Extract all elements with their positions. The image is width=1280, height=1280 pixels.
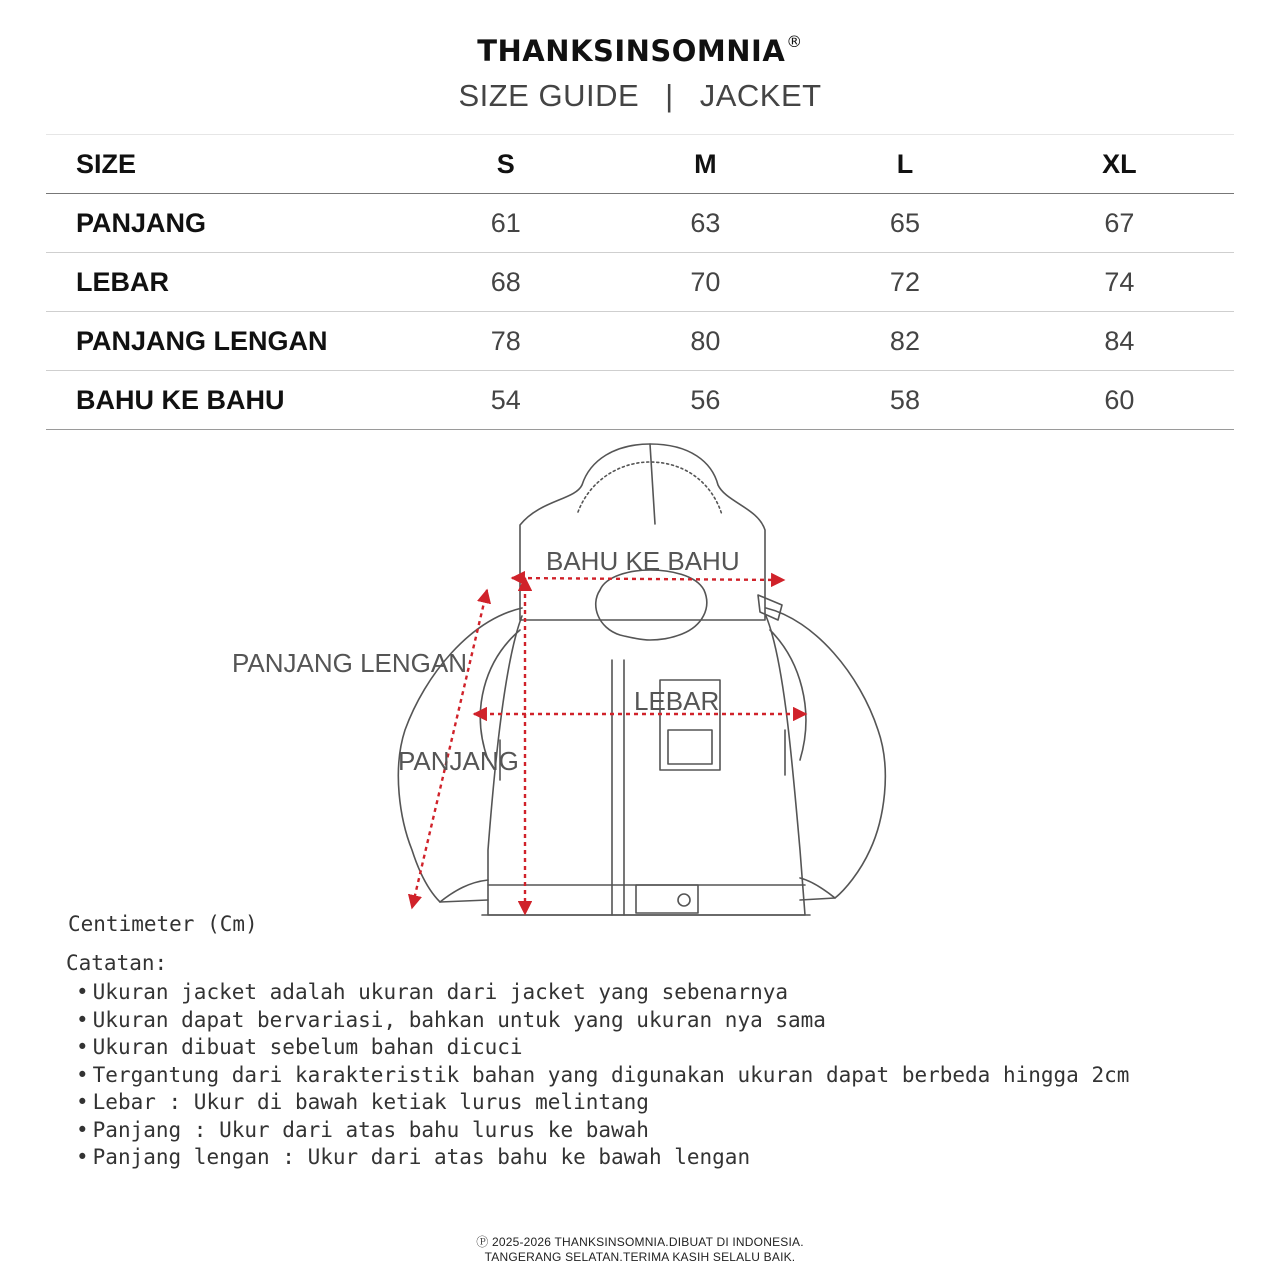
table-cell: 63 [690,207,721,238]
table-cell: 72 [889,266,920,297]
brand-header [0,34,1280,68]
list-item: • Lebar : Ukur di bawah ketiak lurus melintang [76,1089,1129,1117]
notes-title: Catatan: [66,951,168,975]
shoulder-patch [758,595,782,620]
table-cell: 74 [1104,266,1135,297]
table-cell: 56 [690,384,721,415]
table-cell: 54 [490,384,521,415]
jacket-body [488,616,805,915]
hood-stitch-line [578,462,722,515]
footer [0,1235,1280,1265]
table-row [46,371,1234,430]
footer-line-1: Ⓟ 2025-2026 THANKSINSOMNIA.DIBUAT DI INDONESIA. [476,1235,804,1249]
chest-pocket-pleats [668,730,712,764]
table-cell: 60 [1104,384,1135,415]
diagram-label-panjang-lengan: PANJANG LENGAN [232,648,468,678]
list-item: • Ukuran dibuat sebelum bahan dicuci [76,1034,1129,1062]
page-subtitle [0,78,1280,114]
list-item: • Tergantung dari karakteristik bahan yang digunakan ukuran dapat berbeda hingga 2cm [76,1062,1129,1090]
size-header-l: L [896,148,914,179]
unit-note: Centimeter (Cm) [68,912,258,936]
brand-logo: THANKSINSOMNIA® [477,32,803,68]
side-pockets [500,730,785,780]
footer-line-2: TANGERANG SELATAN.TERIMA KASIH SELALU BAIK. [484,1250,796,1264]
row-label-panjang-lengan: PANJANG LENGAN [76,325,328,356]
size-header-xl: XL [1102,148,1137,179]
diagram-label-lebar: LEBAR [634,686,720,716]
size-table [46,134,1234,430]
table-cell: 58 [889,384,920,415]
subtitle-jacket: JACKET [699,78,822,113]
row-label-lebar: LEBAR [76,266,169,297]
zipper-placket [612,660,624,915]
jacket-outline [398,444,885,915]
table-cell: 82 [889,325,920,356]
shoulder-measure-line [512,578,784,580]
table-row [46,194,1234,253]
size-header-s: S [496,148,515,179]
right-sleeve [766,608,885,900]
list-item: • Ukuran jacket adalah ukuran dari jacket yang sebenarnya [76,979,1129,1007]
hood-crown [520,444,765,620]
hem-tab [636,885,698,913]
subtitle-size-guide: SIZE GUIDE [458,78,640,113]
table-cell: 61 [490,207,521,238]
list-item: • Panjang lengan : Ukur dari atas bahu ke bawah lengan [76,1144,1129,1172]
table-row [46,312,1234,371]
table-cell: 84 [1104,325,1135,356]
table-row [46,253,1234,312]
subtitle-separator: | [665,78,674,113]
diagram-label-bahu-ke-bahu: BAHU KE BAHU [546,546,740,576]
size-header-m: M [694,148,717,179]
table-cell: 68 [490,266,521,297]
left-cuff [440,880,488,902]
jacket-diagram [0,430,1280,930]
hood-center-seam [650,444,655,524]
table-cell: 65 [889,207,920,238]
notes-list [76,979,1129,1172]
right-cuff [800,878,835,898]
table-cell: 70 [690,266,721,297]
snap-button [678,894,690,906]
list-item: • Ukuran dapat bervariasi, bahkan untuk yang ukuran nya sama [76,1007,1129,1035]
table-cell: 80 [690,325,721,356]
size-table-header-row [46,135,1234,194]
size-header-label: SIZE [76,148,137,179]
list-item: • Panjang : Ukur dari atas bahu lurus ke bawah [76,1117,1129,1145]
diagram-label-panjang: PANJANG [398,746,519,776]
registered-mark: ® [786,32,803,51]
row-label-bahu-ke-bahu: BAHU KE BAHU [76,384,285,415]
table-cell: 78 [490,325,521,356]
table-cell: 67 [1104,207,1135,238]
row-label-panjang: PANJANG [76,207,207,238]
